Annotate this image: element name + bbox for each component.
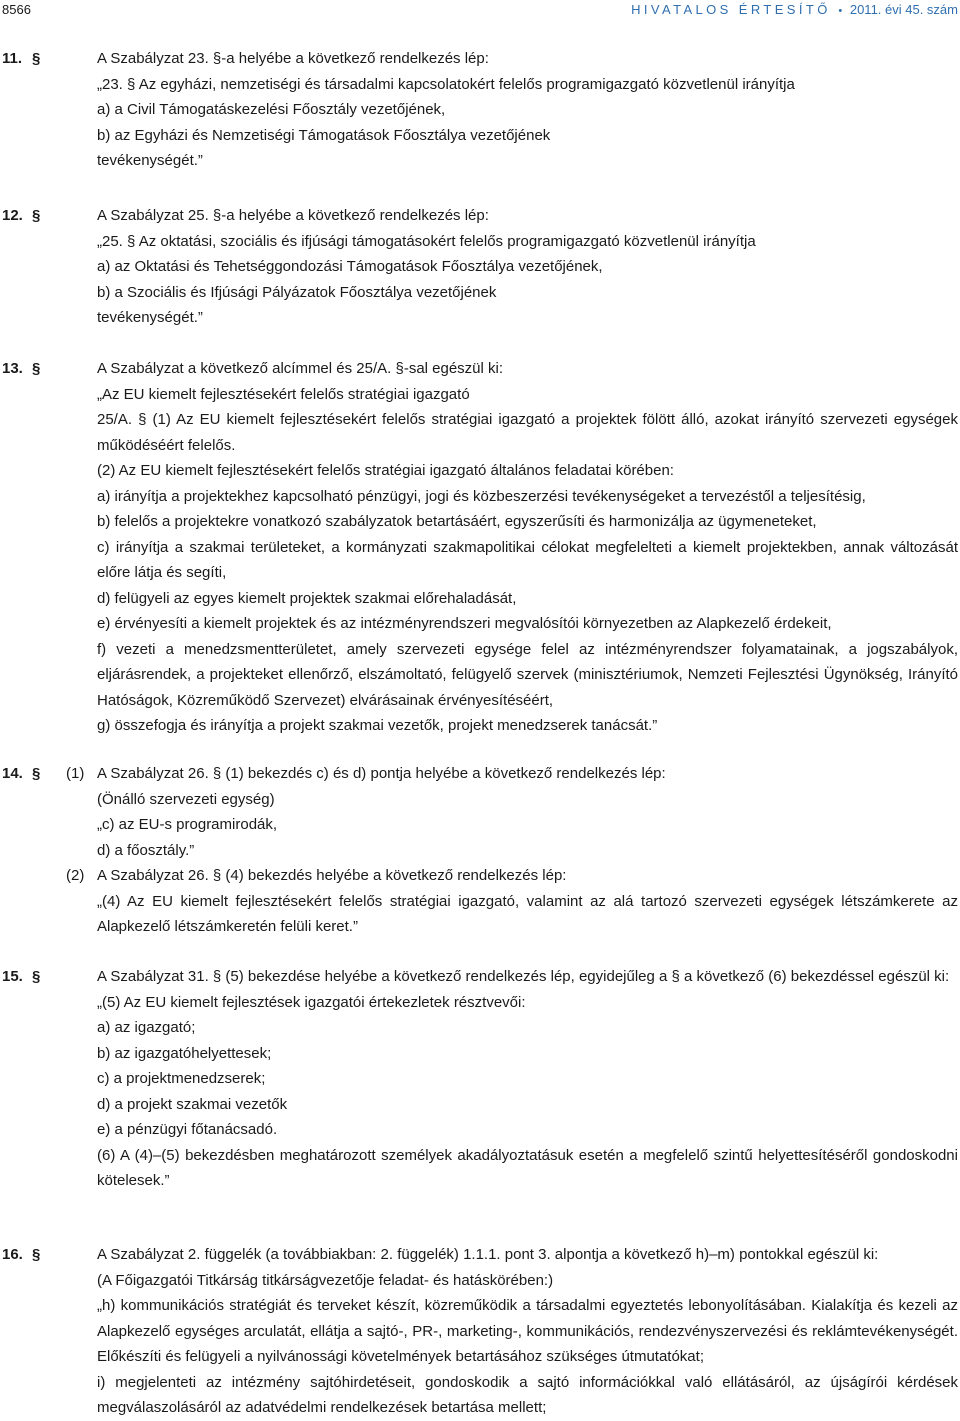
section-sign: § [32, 765, 41, 782]
section-content [97, 964, 958, 1194]
list-item: c) a projektmenedzserek; [97, 1070, 266, 1087]
paragraph: A Szabályzat 23. §-a helyébe a következő rendelkezés lép: [97, 50, 489, 67]
section-number: 11. [2, 50, 23, 67]
page-header [0, 0, 960, 20]
section-content [97, 46, 958, 174]
list-item: b) az igazgatóhelyettesek; [97, 1044, 272, 1062]
paragraph: A Szabályzat 2. függelék (a továbbiakban: 2. függelék) 1.1.1. pont 3. alpontja a következő h)–m) pontokkal egészül ki: [97, 1246, 879, 1263]
journal-title-line [631, 0, 958, 21]
paragraph: „(4) Az EU kiemelt fejlesztésekért felelős stratégiai igazgató, valamint az alá tartozó szervezeti egységek létszámkerete az Alapkezelő létszámkeretén felüli keret.” [97, 892, 958, 935]
paragraph: (Önálló szervezeti egység) [97, 790, 275, 808]
list-item: „c) az EU-s programirodák, [97, 816, 278, 833]
paragraph: (A Főigazgatói Titkárság titkárságvezetője feladat- és hatáskörében:) [97, 1271, 554, 1289]
paragraph: a) az Oktatási és Tehetséggondozási Támogatások Főosztálya vezetőjének, [97, 258, 603, 275]
paragraph: (2) Az EU kiemelt fejlesztésekért felelős stratégiai igazgató általános feladatai körében: [97, 462, 674, 479]
section-content [97, 356, 958, 739]
list-item: a) irányítja a projektekhez kapcsolható pénzügyi, jogi és közbeszerzési tevékenységeket a tervezéstől a teljesítésig, [97, 487, 866, 505]
subtitle: „Az EU kiemelt fejlesztésekért felelős stratégiai igazgató [97, 385, 470, 403]
section-sign: § [32, 968, 41, 985]
paragraph: (6) A (4)–(5) bekezdésben meghatározott személyek akadályoztatásuk esetén a megfelelő szintű helyettesítéséről gondoskodni kötelesek.” [97, 1146, 958, 1189]
subsection-content [97, 863, 958, 940]
section-sign: § [32, 1246, 41, 1263]
paragraph: b) az Egyházi és Nemzetiségi Támogatások Főosztálya vezetőjének [97, 126, 551, 144]
section-number: 14. [2, 765, 23, 782]
paragraph: A Szabályzat 26. § (4) bekezdés helyébe a következő rendelkezés lép: [97, 867, 567, 884]
section-number: 15. [2, 968, 23, 985]
list-item: d) a főosztály.” [97, 841, 195, 859]
subsection-number: (1) [66, 765, 85, 782]
paragraph: a) a Civil Támogatáskezelési Főosztály vezetőjének, [97, 101, 446, 118]
page-number: 8566 [2, 2, 31, 17]
list-item: d) felügyeli az egyes kiemelt projektek szakmai előrehaladását, [97, 589, 517, 607]
paragraph: A Szabályzat a következő alcímmel és 25/A. §-sal egészül ki: [97, 360, 504, 377]
paragraph: 25/A. § (1) Az EU kiemelt fejlesztésekért felelős stratégiai igazgató a projektek fölött álló, azokat irányító szervezeti egységek működéséért felelős. [97, 411, 958, 454]
paragraph: tevékenységét.” [97, 309, 203, 326]
section-sign: § [32, 207, 41, 224]
paragraph: A Szabályzat 31. § (5) bekezdése helyébe a következő rendelkezés lép, egyidejűleg a § a következő (6) bekezdéssel egészül ki: [97, 968, 950, 985]
list-item: i) megjelenteti az intézmény sajtóhirdetéseit, gondoskodik a sajtó információkkal való ellátásáról, az újságírói kérdések megválaszolásáról az adatvédelmi rendelkezések betartása mellett; [97, 1373, 958, 1416]
section-sign: § [32, 50, 41, 67]
list-item: b) felelős a projektekre vonatkozó szabályzatok betartásáért, egyszerűsíti és harmonizálja az ügymeneteket, [97, 513, 817, 530]
list-item: a) az igazgató; [97, 1019, 196, 1036]
section-number: 16. [2, 1246, 23, 1263]
list-item: „h) kommunikációs stratégiát és terveket készít, közreműködik a társadalmi egyeztetés lebonyolításában. Kialakítja és kezeli az Alapkezelő egységes arculatát, ellátja a sajtó-, PR-, marketing-, kommunikációs, rendezvényszervezési és reklámtevékenységét. Előkészíti és felügyeli a nyilvánossági követelmények betartásához szükséges útmutatókat; [97, 1297, 958, 1365]
paragraph: „25. § Az oktatási, szociális és ifjúsági támogatásokért felelős programigazgató közvetlenül irányítja [97, 232, 756, 250]
paragraph: A Szabályzat 26. § (1) bekezdés c) és d) pontja helyébe a következő rendelkezés lép: [97, 765, 666, 782]
section-content [97, 1242, 958, 1421]
list-item: e) a pénzügyi főtanácsadó. [97, 1121, 278, 1138]
paragraph: b) a Szociális és Ifjúsági Pályázatok Főosztálya vezetőjének [97, 283, 497, 301]
subsection-content [97, 761, 958, 863]
paragraph: A Szabályzat 25. §-a helyébe a következő rendelkezés lép: [97, 207, 489, 224]
section-sign: § [32, 360, 41, 377]
list-item: c) irányítja a szakmai területeket, a kormányzati szakmapolitikai célokat megfelelteti a kiemelt projektekben, annak változását előre látja és segíti, [97, 538, 958, 581]
list-item: d) a projekt szakmai vezetők [97, 1095, 288, 1113]
section-content [97, 203, 958, 331]
section-number: 13. [2, 360, 23, 377]
journal-name: HIVATALOS ÉRTESÍTŐ [631, 2, 831, 17]
separator-dot: • [838, 5, 843, 17]
list-item: f) vezeti a menedzsmentterületet, amely szervezeti egysége felel az intézményrendszer folyamatainak, a jogszabályok, eljárásrendek, a projekteket ellenőrző, elszámoltató, felügyelő szervek (minisztériumok, Nemzeti Fejlesztési Ügynökség, Irányító Hatóságok, Közreműködő Szervezet) elvárásainak érvényesítéséért, [97, 640, 958, 709]
issue-label: 2011. évi 45. szám [849, 2, 958, 17]
subsection-number: (2) [66, 867, 85, 884]
paragraph: „23. § Az egyházi, nemzetiségi és társadalmi kapcsolatokért felelős programigazgató közvetlenül irányítja [97, 75, 795, 93]
list-item: e) érvényesíti a kiemelt projektek és az intézményrendszeri megvalósítói környezetben az Alapkezelő érdekeit, [97, 615, 832, 632]
section-number: 12. [2, 207, 23, 224]
list-item: g) összefogja és irányítja a projekt szakmai vezetők, projekt menedzserek tanácsát.” [97, 717, 658, 734]
paragraph: „(5) Az EU kiemelt fejlesztések igazgatói értekezletek résztvevői: [97, 993, 526, 1011]
paragraph: tevékenységét.” [97, 152, 203, 169]
